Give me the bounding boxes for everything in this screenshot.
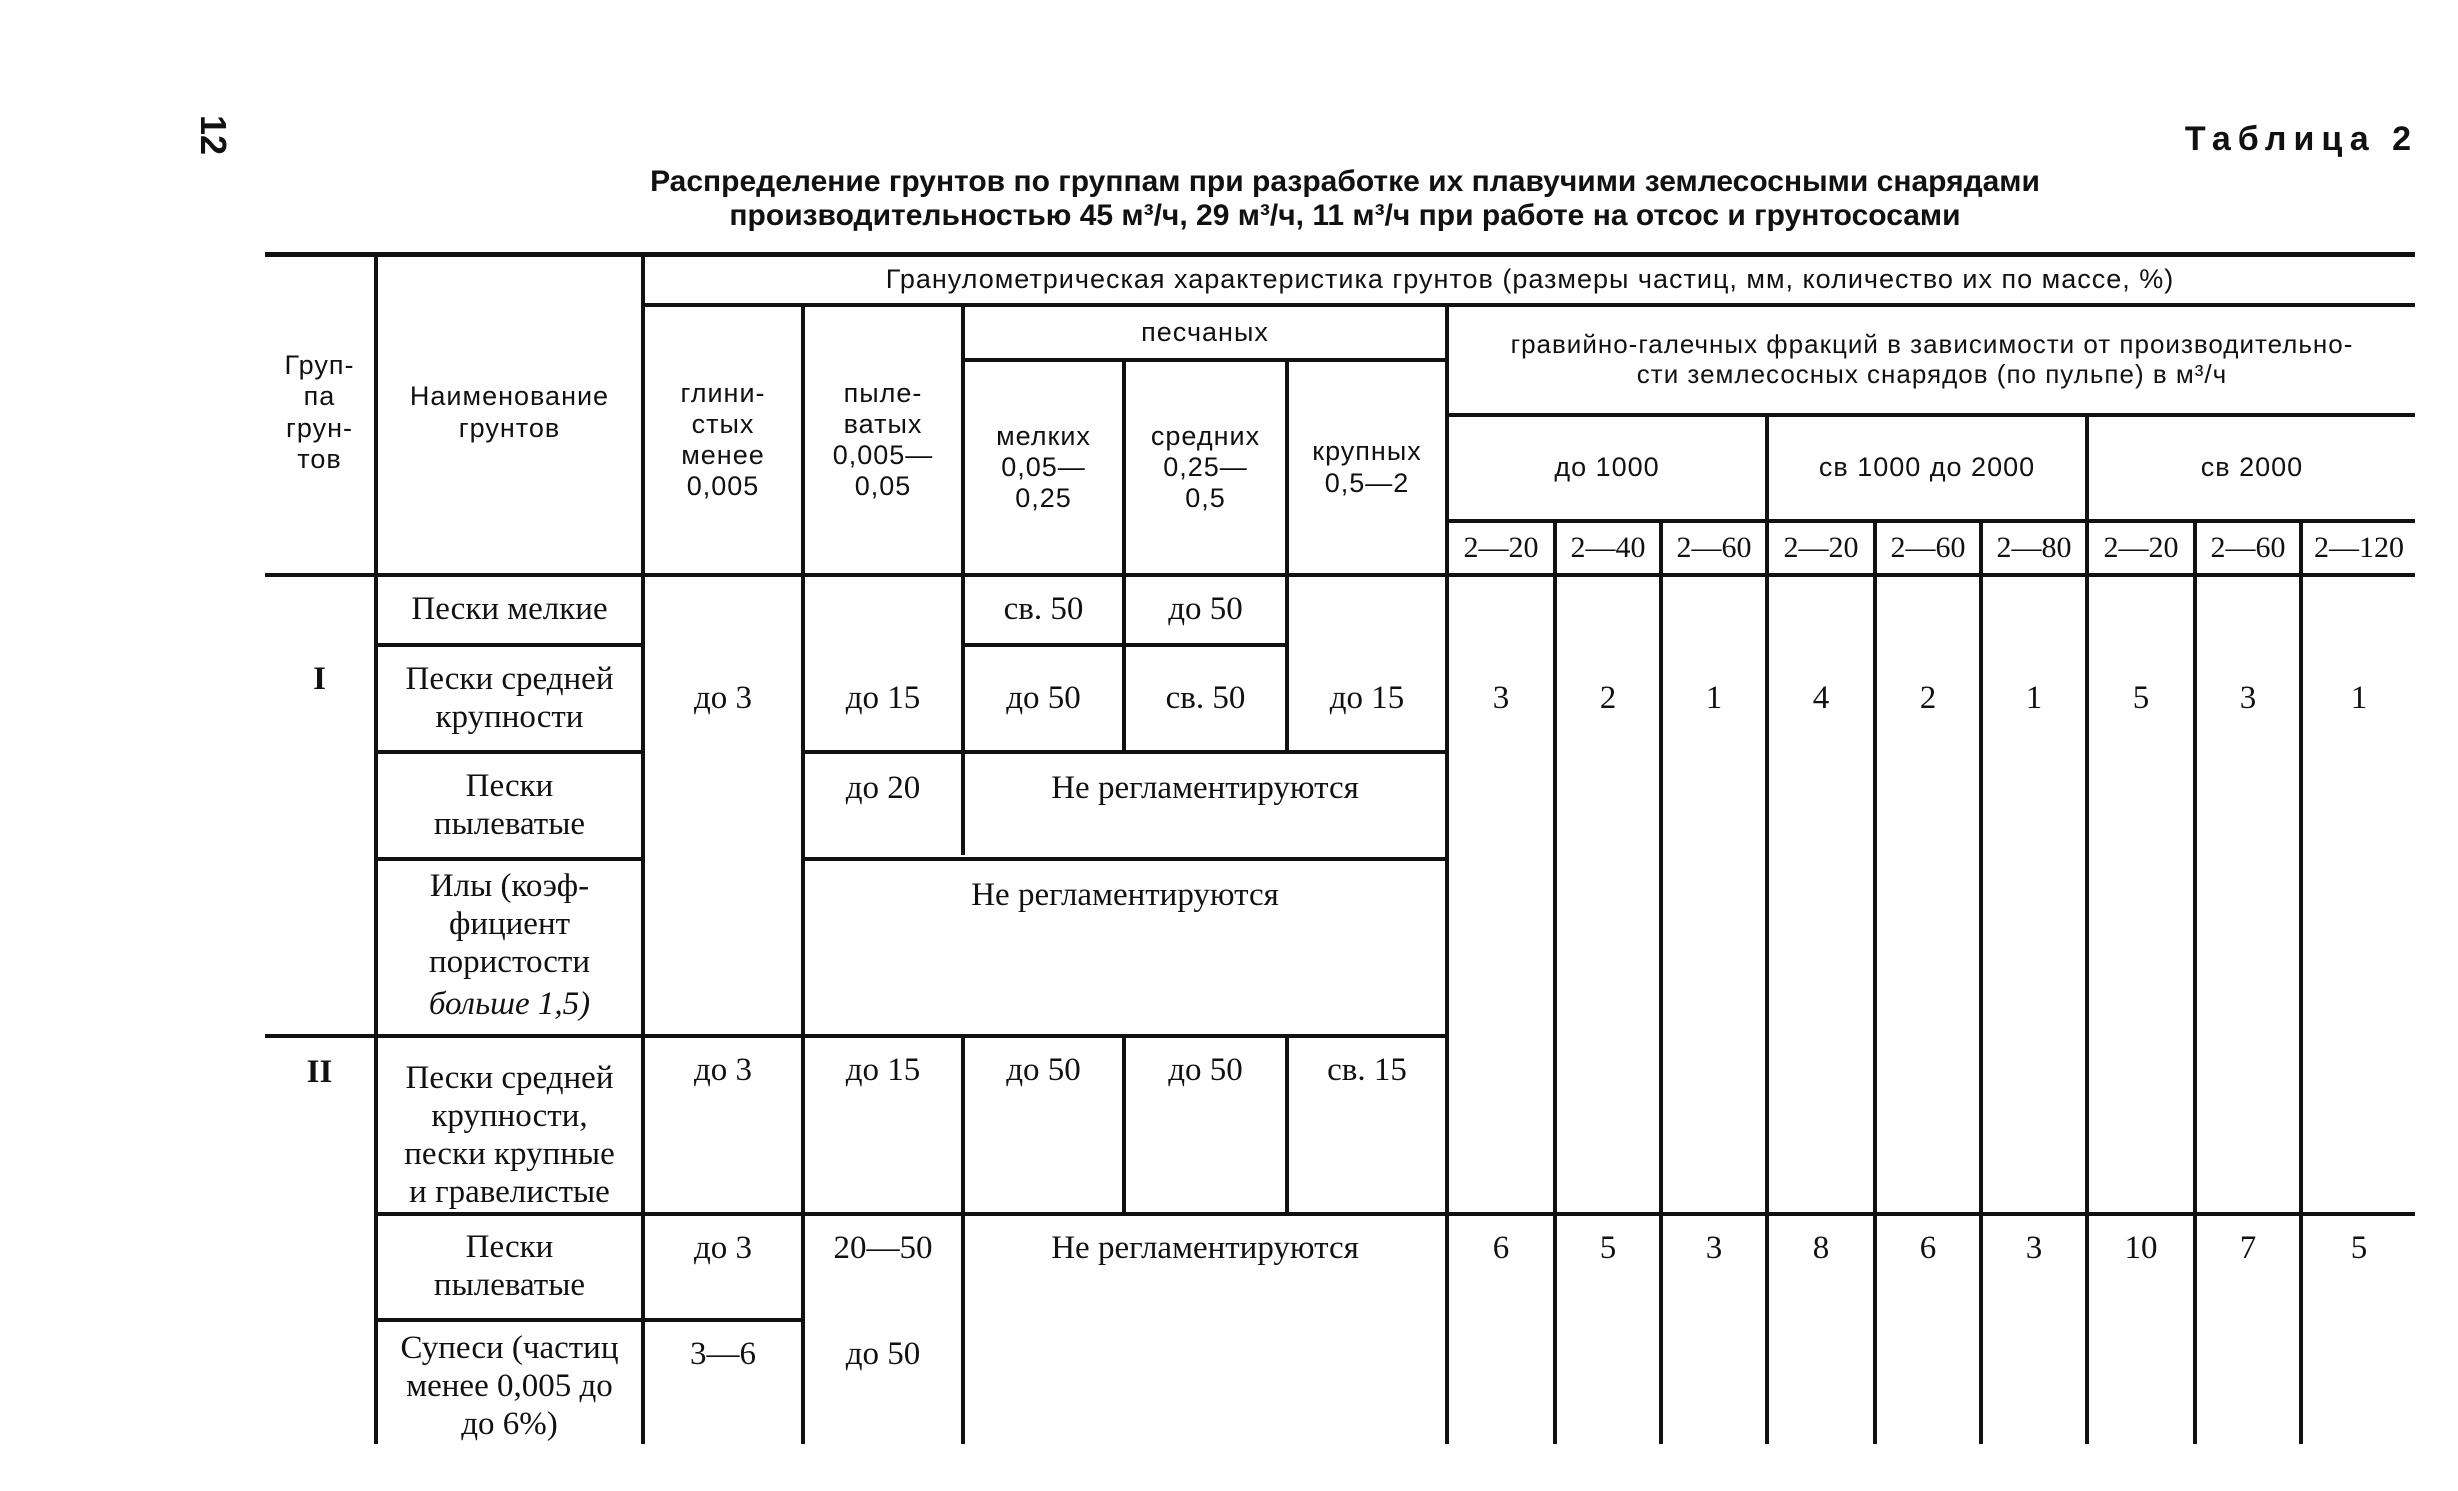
soil-name-silty-sand-2: Пески пылеватые	[433, 1229, 586, 1303]
cell-not-regulated: Не регламентируются	[1051, 770, 1359, 807]
header-silt: пыле- ватых 0,005— 0,05	[832, 377, 934, 502]
cell-g2c-clay: 3—6	[690, 1336, 756, 1373]
cell-g2-gravel: 7	[2239, 1230, 2257, 1267]
cell-g1-gravel: 3	[1492, 679, 1510, 716]
cell-g2a-coarse: св. 15	[1327, 1052, 1407, 1089]
header-soil-name: Наименование грунтов	[409, 381, 610, 443]
header-granulometric: Гранулометрическая характеристика грунтов (размеры частиц, мм, количество их по массе, %)	[885, 263, 2175, 294]
cell-g2c-silt: до 50	[845, 1336, 921, 1373]
header-range: 2—20	[2103, 530, 2179, 564]
header-range: 2—60	[1890, 530, 1966, 564]
header-range: 2—60	[2210, 530, 2286, 564]
header-range: 2—40	[1570, 530, 1646, 564]
header-clay: глини- стых менее 0,005	[680, 377, 766, 502]
header-gravel: гравийно-галечных фракций в зависимости от производительно- сти землесосных снарядов (по пульпе) в м³/ч	[1510, 329, 2354, 389]
cell-g2-gravel: 5	[2350, 1230, 2368, 1267]
cell-g2-gravel: 8	[1812, 1230, 1830, 1267]
header-range: 2—120	[2314, 530, 2404, 564]
cell-medium-sand-fine: до 50	[1006, 679, 1081, 716]
header-coarse: крупных 0,5—2	[1312, 436, 1422, 498]
cell-g1-silt: до 15	[845, 679, 921, 716]
header-prod-1: до 1000	[1554, 452, 1660, 483]
cell-g1-gravel: 2	[1919, 679, 1937, 716]
cell-medium-sand-medium: св. 50	[1165, 679, 1246, 716]
cell-g1-clay: до 3	[693, 679, 753, 716]
group-label-1: I	[313, 661, 326, 698]
header-range: 2—80	[1996, 530, 2072, 564]
rule	[376, 857, 643, 861]
cell-not-regulated: Не регламентируются	[1051, 1230, 1359, 1267]
cell-g1-gravel: 5	[2132, 679, 2150, 716]
table-title-line-1: Распределение грунтов по группам при разработке их плавучими землесосными снарядами	[650, 165, 2040, 198]
cell-g2-gravel: 5	[1599, 1230, 1617, 1267]
soil-name-silt-mud: Илы (коэф- фициент пористости	[428, 868, 590, 980]
cell-g1-gravel: 2	[1599, 679, 1617, 716]
header-prod-2: св 1000 до 2000	[1818, 452, 2036, 483]
soil-name-medium-sand: Пески средней крупности	[405, 660, 614, 735]
cell-g2-gravel: 3	[2025, 1230, 2043, 1267]
cell-g1-gravel: 1	[2025, 679, 2043, 716]
soil-name-silt-mud-porosity: больше 1,5)	[428, 986, 591, 1023]
cell-g1-coarse: до 15	[1329, 679, 1405, 716]
cell-g2a-silt: до 15	[845, 1052, 921, 1089]
cell-g1-gravel: 4	[1812, 679, 1830, 716]
header-range: 2—60	[1676, 530, 1752, 564]
soil-name-sandy-loam: Супеси (частиц менее 0,005 до до 6%)	[400, 1330, 619, 1442]
group-label-2: II	[306, 1054, 333, 1091]
cell-fine-sand-fine: св. 50	[1003, 591, 1084, 628]
cell-g2b-clay: до 3	[693, 1230, 753, 1267]
cell-silty1-silt: до 20	[845, 770, 921, 807]
cell-g2-gravel: 10	[2124, 1230, 2158, 1267]
header-prod-3: св 2000	[2200, 452, 2304, 483]
cell-g2b-silt: 20—50	[833, 1230, 933, 1267]
header-group: Груп- па грун- тов	[284, 350, 355, 474]
header-medium: средних 0,25— 0,5	[1150, 420, 1261, 514]
cell-g2a-clay: до 3	[693, 1052, 753, 1089]
header-range: 2—20	[1463, 530, 1539, 564]
page-number: 12	[193, 114, 234, 156]
cell-not-regulated: Не регламентируются	[971, 877, 1279, 914]
header-sandy: песчаных	[1141, 316, 1269, 347]
header-range: 2—20	[1783, 530, 1859, 564]
soil-name-fine-sand: Пески мелкие	[411, 591, 608, 628]
cell-g1-gravel: 1	[2350, 679, 2368, 716]
cell-g2a-fine: до 50	[1006, 1052, 1081, 1089]
soil-name-silty-sand: Пески пылеватые	[433, 767, 586, 842]
cell-g1-gravel: 3	[2239, 679, 2257, 716]
table-label: Таблица 2	[2184, 120, 2418, 158]
table-title-line-2: производительностью 45 м³/ч, 29 м³/ч, 11 м³/ч при работе на отсос и грунтососами	[729, 199, 1961, 232]
cell-g2-gravel: 6	[1492, 1230, 1510, 1267]
soil-name-medium-coarse-gravelly: Пески средней крупности, пески крупные и гравелистые	[404, 1060, 615, 1210]
cell-g1-gravel: 1	[1705, 679, 1723, 716]
cell-g2-gravel: 6	[1919, 1230, 1937, 1267]
cell-g2-gravel: 3	[1705, 1230, 1723, 1267]
cell-fine-sand-medium: до 50	[1168, 591, 1243, 628]
cell-g2a-medium: до 50	[1168, 1052, 1243, 1089]
header-fine: мелких 0,05— 0,25	[996, 420, 1091, 514]
